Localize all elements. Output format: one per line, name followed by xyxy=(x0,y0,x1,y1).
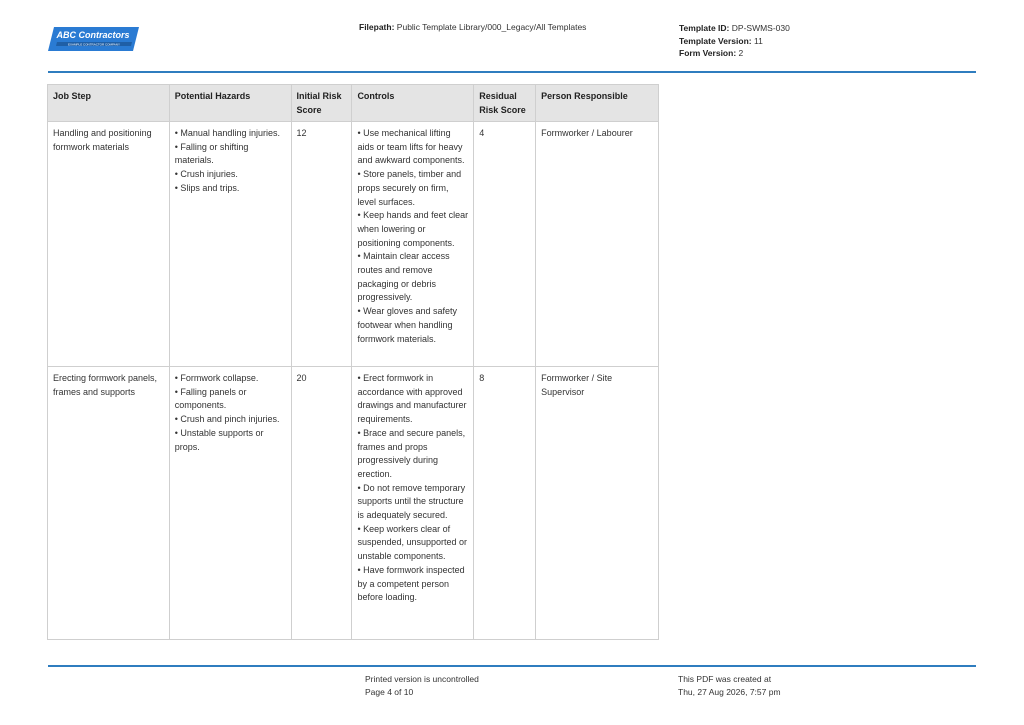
hazard-item: • Falling or shifting materials. xyxy=(174,141,249,166)
template-id xyxy=(679,22,790,35)
table-header-row xyxy=(48,85,659,122)
swms-table xyxy=(47,84,659,640)
template-id-label: Template ID: xyxy=(679,23,730,33)
footer-right xyxy=(678,673,781,698)
control-item: • Erect formwork in accordance with approved drawings and manufacturer requirements. xyxy=(357,373,467,425)
hazard-item: • Unstable supports or props. xyxy=(174,427,264,452)
filepath-value: Public Template Library/000_Legacy/All Templates xyxy=(396,22,587,32)
col-header-hazards: Potential Hazards xyxy=(169,85,291,122)
person-cell: Formworker / Site Supervisor xyxy=(536,367,659,640)
header-divider xyxy=(48,71,976,73)
filepath xyxy=(359,22,586,32)
hazard-item: • Crush injuries. xyxy=(174,169,238,180)
control-item: • Do not remove temporary supports until the structure is adequately secured. xyxy=(357,482,466,521)
template-version-value: 11 xyxy=(753,35,763,46)
template-meta xyxy=(679,22,790,60)
hazard-item: • Manual handling injuries. xyxy=(174,128,280,138)
logo-name: ABC Contractors xyxy=(56,30,130,40)
job-step-cell: Erecting formwork panels, frames and supports xyxy=(48,367,170,640)
hazard-item: • Crush and pinch injuries. xyxy=(174,414,280,425)
control-item: • Use mechanical lifting aids or team lifts for heavy and awkward components. xyxy=(357,128,465,166)
template-id-value: DP-SWMS-030 xyxy=(731,23,790,33)
company-logo xyxy=(48,25,140,53)
template-version xyxy=(679,35,790,48)
hazard-item: • Falling panels or components. xyxy=(174,386,247,411)
person-cell: Formworker / Labourer xyxy=(536,122,659,367)
job-step-cell: Handling and positioning formwork materials xyxy=(48,122,170,367)
table-row xyxy=(48,367,659,640)
control-item: • Store panels, timber and props securely on firm, level surfaces. xyxy=(357,169,462,207)
control-item: • Keep workers clear of suspended, unsupported or unstable components. xyxy=(357,523,468,562)
control-item: • Brace and secure panels, frames and props progressively during erection. xyxy=(357,427,466,479)
form-version-value: 2 xyxy=(738,48,744,58)
form-version xyxy=(679,47,790,60)
created-timestamp: Thu, 27 Aug 2026, 7:57 pm xyxy=(678,686,781,697)
control-item: • Keep hands and feet clear when lowering or positioning components. xyxy=(357,210,469,248)
residual-score-cell: 8 xyxy=(474,367,536,640)
template-version-label: Template Version: xyxy=(679,35,752,46)
initial-score-cell: 12 xyxy=(291,122,352,367)
col-header-person: Person Responsible xyxy=(536,85,659,122)
col-header-residual-risk: Residual Risk Score xyxy=(474,85,536,122)
residual-score-cell: 4 xyxy=(474,122,536,367)
controls-cell xyxy=(352,122,474,367)
footer-left xyxy=(365,673,479,698)
hazards-cell xyxy=(169,122,291,367)
control-item: • Wear gloves and safety footwear when handling formwork materials. xyxy=(357,306,457,344)
footer-divider xyxy=(48,665,976,667)
page-number: Page 4 of 10 xyxy=(365,686,414,697)
logo-tagline: EXAMPLE CONTRACTOR COMPANY xyxy=(68,42,120,47)
created-label: This PDF was created at xyxy=(678,674,772,684)
table-row xyxy=(48,122,659,367)
hazards-cell xyxy=(169,367,291,640)
col-header-controls: Controls xyxy=(352,85,474,122)
col-header-job-step: Job Step xyxy=(48,85,170,122)
filepath-label: Filepath: xyxy=(359,22,395,32)
hazard-item: • Slips and trips. xyxy=(174,182,240,193)
hazard-item: • Formwork collapse. xyxy=(174,373,259,383)
controls-cell xyxy=(352,367,474,640)
col-header-initial-risk: Initial Risk Score xyxy=(291,85,352,122)
initial-score-cell: 20 xyxy=(291,367,352,640)
control-item: • Have formwork inspected by a competent person before loading. xyxy=(357,564,465,603)
uncontrolled-notice: Printed version is uncontrolled xyxy=(365,674,479,684)
form-version-label: Form Version: xyxy=(679,48,737,58)
control-item: • Maintain clear access routes and remove packaging or debris progressively. xyxy=(357,251,450,303)
